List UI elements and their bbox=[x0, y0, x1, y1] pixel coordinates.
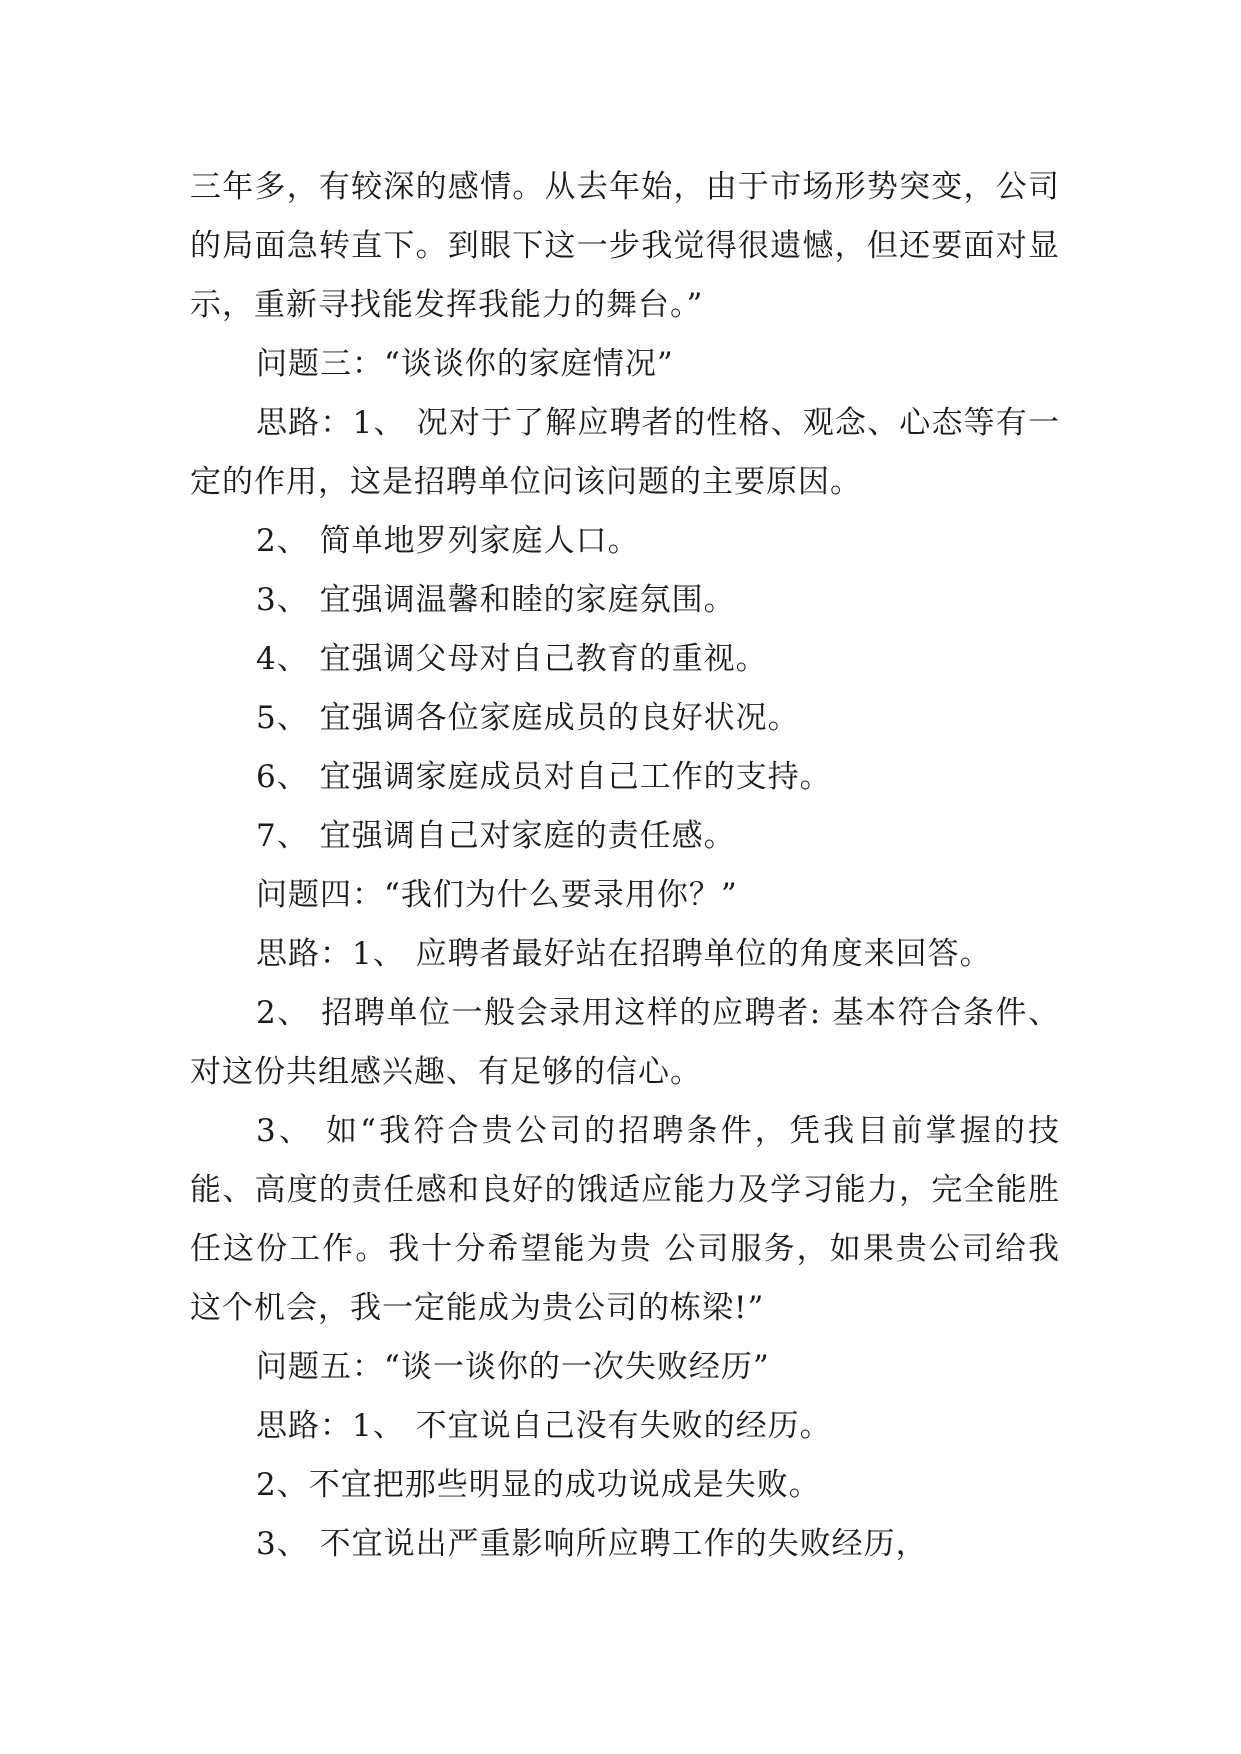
paragraph: 三年多，有较深的感情。从去年始，由于市场形势突变，公司的局面急转直下。到眼下这一步我觉得很遗憾，但还要面对显示，重新寻找能发挥我能力的舞台。” bbox=[190, 169, 1060, 323]
paragraph: 思路：1、 况对于了解应聘者的性格、观念、心态等有一定的作用，这是招聘单位问该问题的主要原因。 bbox=[190, 405, 1060, 500]
document-body bbox=[190, 158, 1060, 1574]
list-item: 2、 简单地罗列家庭人口。 bbox=[256, 523, 640, 559]
paragraph: 思路：1、 应聘者最好站在招聘单位的角度来回答。 bbox=[256, 936, 992, 972]
list-item: 6、 宜强调家庭成员对自己工作的支持。 bbox=[256, 759, 832, 795]
list-item: 3、 如“我符合贵公司的招聘条件，凭我目前掌握的技能、高度的责任感和良好的饿适应能力及学习能力，完全能胜任这份工作。我十分希望能为贵 公司服务，如果贵公司给我这个机会，我一定能成为贵公司的栋梁!” bbox=[190, 1113, 1060, 1326]
list-item: 2、 招聘单位一般会录用这样的应聘者: 基本符合条件、对这份共组感兴趣、有足够的信心。 bbox=[190, 995, 1060, 1090]
list-item: 7、 宜强调自己对家庭的责任感。 bbox=[256, 818, 736, 854]
list-item: 2、不宜把那些明显的成功说成是失败。 bbox=[256, 1467, 821, 1503]
list-item: 3、 不宜说出严重影响所应聘工作的失败经历， bbox=[256, 1526, 928, 1562]
list-item: 3、 宜强调温馨和睦的家庭氛围。 bbox=[256, 582, 736, 618]
question-heading: 问题五：“谈一谈你的一次失败经历” bbox=[256, 1349, 770, 1385]
paragraph: 思路：1、 不宜说自己没有失败的经历。 bbox=[256, 1408, 832, 1444]
list-item: 4、 宜强调父母对自己教育的重视。 bbox=[256, 641, 768, 677]
list-item: 5、 宜强调各位家庭成员的良好状况。 bbox=[256, 700, 800, 736]
question-heading: 问题四：“我们为什么要录用你？” bbox=[256, 877, 738, 913]
question-heading: 问题三：“谈谈你的家庭情况” bbox=[256, 346, 674, 382]
